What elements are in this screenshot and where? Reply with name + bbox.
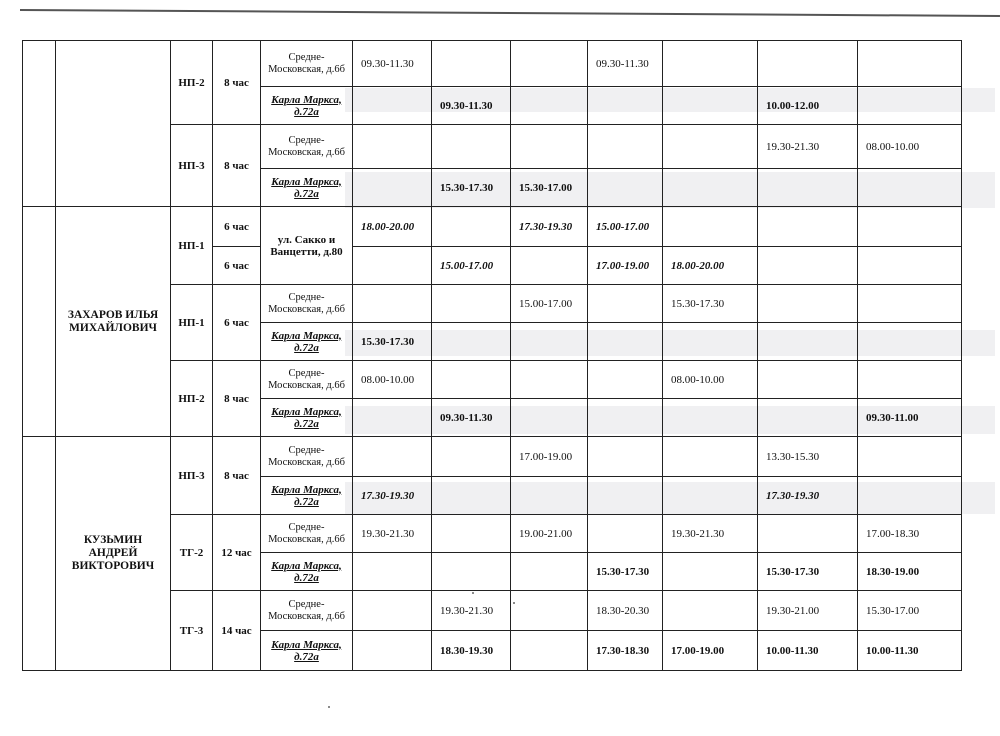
address-karla-marksa: Карла Маркса, д.72а [261,553,353,591]
group-code: НП-1 [171,285,213,361]
address-sredne-moskovskaya: Средне-Московская, д.6б [261,437,353,477]
time-slot-day-5: 19.30-21.30 [663,515,758,553]
time-slot-day-6 [758,41,858,87]
time-slot-day-5 [663,41,758,87]
teacher-name: ЗАХАРОВ ИЛЬЯ МИХАЙЛОВИЧ [56,207,171,437]
time-slot-day-1 [353,247,432,285]
address-sredne-moskovskaya: Средне-Московская, д.6б [261,285,353,323]
row-number-cell [23,207,56,437]
time-slot-day-5 [663,207,758,247]
table-row [23,41,962,87]
time-slot-day-7 [858,41,962,87]
teacher-name: КУЗЬМИН АНДРЕЙ ВИКТОРОВИЧ [56,437,171,671]
time-slot-day-4 [588,125,663,169]
time-slot-day-1: 09.30-11.30 [353,41,432,87]
time-slot-day-2: 18.30-19.30 [432,631,511,671]
page-top-rule [20,9,1000,17]
time-slot-day-2 [432,125,511,169]
time-slot-day-3: 15.00-17.00 [511,285,588,323]
time-slot-day-4: 17.30-18.30 [588,631,663,671]
time-slot-day-3 [511,125,588,169]
time-slot-day-2: 19.30-21.30 [432,591,511,631]
time-slot-day-7 [858,87,962,125]
scan-speck [328,706,330,708]
time-slot-day-2: 15.30-17.30 [432,169,511,207]
time-slot-day-4 [588,323,663,361]
address-sredne-moskovskaya: Средне-Московская, д.6б [261,41,353,87]
time-slot-day-2 [432,285,511,323]
time-slot-day-5 [663,477,758,515]
time-slot-day-5 [663,323,758,361]
group-code: НП-2 [171,41,213,125]
time-slot-day-1 [353,169,432,207]
time-slot-day-2 [432,515,511,553]
address-karla-marksa: Карла Маркса, д.72а [261,631,353,671]
address-karla-marksa: Карла Маркса, д.72а [261,399,353,437]
time-slot-day-1 [353,125,432,169]
time-slot-day-1: 17.30-19.30 [353,477,432,515]
time-slot-day-2: 09.30-11.30 [432,87,511,125]
group-code: ТГ-3 [171,591,213,671]
time-slot-day-6 [758,247,858,285]
time-slot-day-3 [511,477,588,515]
time-slot-day-1: 18.00-20.00 [353,207,432,247]
time-slot-day-6: 10.00-12.00 [758,87,858,125]
time-slot-day-5: 08.00-10.00 [663,361,758,399]
time-slot-day-1: 15.30-17.30 [353,323,432,361]
address-sredne-moskovskaya: Средне-Московская, д.6б [261,125,353,169]
time-slot-day-7: 15.30-17.00 [858,591,962,631]
group-code: ТГ-2 [171,515,213,591]
time-slot-day-1 [353,631,432,671]
hours-cell: 12 час [213,515,261,591]
time-slot-day-6: 19.30-21.30 [758,125,858,169]
time-slot-day-6 [758,207,858,247]
time-slot-day-2 [432,41,511,87]
scan-speck [513,602,515,604]
time-slot-day-4 [588,169,663,207]
group-code: НП-3 [171,125,213,207]
time-slot-day-7 [858,247,962,285]
time-slot-day-6: 17.30-19.30 [758,477,858,515]
time-slot-day-4: 09.30-11.30 [588,41,663,87]
address-sredne-moskovskaya: Средне-Московская, д.6б [261,361,353,399]
time-slot-day-1 [353,591,432,631]
address-sredne-moskovskaya: Средне-Московская, д.6б [261,591,353,631]
time-slot-day-5 [663,125,758,169]
hours-cell: 8 час [213,41,261,125]
time-slot-day-1 [353,437,432,477]
time-slot-day-1 [353,399,432,437]
time-slot-day-4 [588,87,663,125]
time-slot-day-6: 13.30-15.30 [758,437,858,477]
time-slot-day-5 [663,87,758,125]
time-slot-day-2 [432,323,511,361]
time-slot-day-6: 19.30-21.00 [758,591,858,631]
time-slot-day-2 [432,553,511,591]
time-slot-day-4 [588,437,663,477]
hours-cell: 6 час [213,247,261,285]
hours-cell: 6 час [213,285,261,361]
address-karla-marksa: Карла Маркса, д.72а [261,169,353,207]
time-slot-day-3: 15.30-17.00 [511,169,588,207]
time-slot-day-3 [511,399,588,437]
group-code: НП-2 [171,361,213,437]
time-slot-day-4: 18.30-20.30 [588,591,663,631]
time-slot-day-5 [663,553,758,591]
time-slot-day-7: 08.00-10.00 [858,125,962,169]
time-slot-day-3 [511,631,588,671]
time-slot-day-4: 17.00-19.00 [588,247,663,285]
hours-cell: 8 час [213,125,261,207]
time-slot-day-1: 19.30-21.30 [353,515,432,553]
time-slot-day-6 [758,169,858,207]
table-row [23,437,962,477]
time-slot-day-7: 18.30-19.00 [858,553,962,591]
row-number-cell [23,41,56,207]
time-slot-day-3 [511,323,588,361]
time-slot-day-4 [588,515,663,553]
time-slot-day-6 [758,323,858,361]
time-slot-day-7 [858,207,962,247]
address-karla-marksa: Карла Маркса, д.72а [261,87,353,125]
time-slot-day-3: 17.00-19.00 [511,437,588,477]
time-slot-day-5 [663,437,758,477]
time-slot-day-1: 08.00-10.00 [353,361,432,399]
time-slot-day-4 [588,477,663,515]
time-slot-day-6 [758,515,858,553]
time-slot-day-7 [858,477,962,515]
address-cell: ул. Сакко и Ванцетти, д.80 [261,207,353,285]
time-slot-day-4: 15.30-17.30 [588,553,663,591]
time-slot-day-6: 10.00-11.30 [758,631,858,671]
table-row [23,207,962,247]
time-slot-day-7 [858,361,962,399]
time-slot-day-2: 09.30-11.30 [432,399,511,437]
group-code: НП-1 [171,207,213,285]
address-karla-marksa: Карла Маркса, д.72а [261,477,353,515]
time-slot-day-2: 15.00-17.00 [432,247,511,285]
time-slot-day-6 [758,361,858,399]
time-slot-day-3 [511,41,588,87]
address-sredne-moskovskaya: Средне-Московская, д.6б [261,515,353,553]
hours-cell: 6 час [213,207,261,247]
scan-speck [472,592,474,594]
time-slot-day-1 [353,87,432,125]
schedule-table [22,40,962,671]
time-slot-day-5 [663,169,758,207]
time-slot-day-4 [588,399,663,437]
teacher-name [56,41,171,207]
time-slot-day-4 [588,361,663,399]
time-slot-day-4: 15.00-17.00 [588,207,663,247]
hours-cell: 8 час [213,361,261,437]
time-slot-day-7: 09.30-11.00 [858,399,962,437]
time-slot-day-3: 17.30-19.30 [511,207,588,247]
time-slot-day-5 [663,591,758,631]
time-slot-day-3: 19.00-21.00 [511,515,588,553]
time-slot-day-6 [758,285,858,323]
time-slot-day-7 [858,323,962,361]
time-slot-day-7: 10.00-11.30 [858,631,962,671]
time-slot-day-1 [353,285,432,323]
row-number-cell [23,437,56,671]
time-slot-day-5: 18.00-20.00 [663,247,758,285]
time-slot-day-3 [511,247,588,285]
time-slot-day-5: 15.30-17.30 [663,285,758,323]
address-karla-marksa: Карла Маркса, д.72а [261,323,353,361]
time-slot-day-5: 17.00-19.00 [663,631,758,671]
time-slot-day-7 [858,285,962,323]
time-slot-day-6: 15.30-17.30 [758,553,858,591]
time-slot-day-2 [432,361,511,399]
time-slot-day-2 [432,437,511,477]
time-slot-day-3 [511,553,588,591]
hours-cell: 14 час [213,591,261,671]
hours-cell: 8 час [213,437,261,515]
time-slot-day-1 [353,553,432,591]
time-slot-day-3 [511,87,588,125]
time-slot-day-4 [588,285,663,323]
time-slot-day-3 [511,591,588,631]
time-slot-day-3 [511,361,588,399]
time-slot-day-7 [858,437,962,477]
time-slot-day-7: 17.00-18.30 [858,515,962,553]
time-slot-day-5 [663,399,758,437]
time-slot-day-2 [432,207,511,247]
group-code: НП-3 [171,437,213,515]
time-slot-day-6 [758,399,858,437]
time-slot-day-2 [432,477,511,515]
time-slot-day-7 [858,169,962,207]
